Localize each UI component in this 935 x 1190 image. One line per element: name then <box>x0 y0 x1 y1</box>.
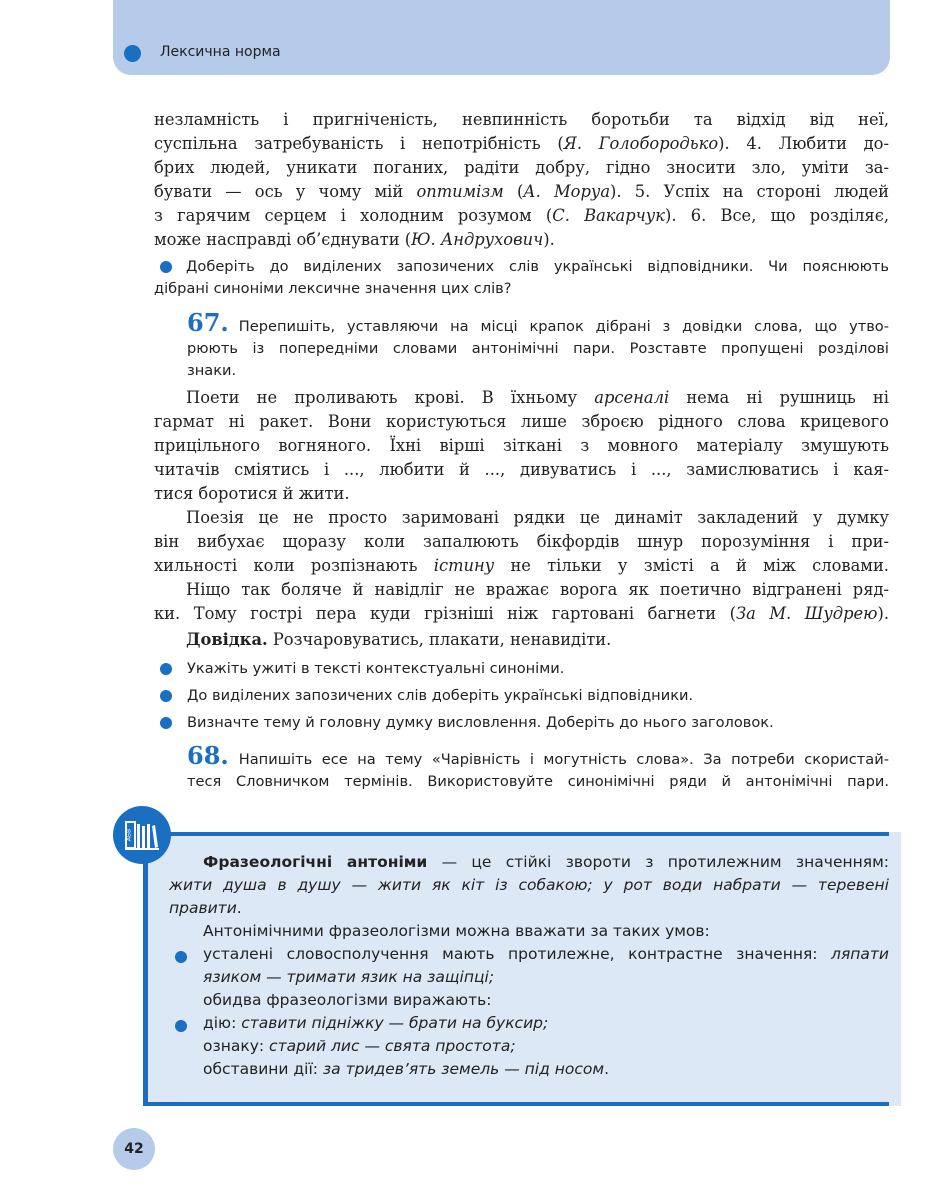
svg-text:АБВ: АБВ <box>125 828 133 842</box>
intro-line: може насправді об’єднувати (Ю. Андрухович). <box>154 230 555 249</box>
rule-bullet-icon <box>175 951 187 963</box>
intro-line: суспільна затребуваність і непотрібність (Я. Голобородько). 4. Любити до- <box>154 134 889 153</box>
exercise-text: Поети не проливають крові. В їхньому арсеналі нема ні рушниць ні гармат ні ракет. Вони користуються лише зброєю рідного слова крицевого прицільного вогняного. Їхні вірші зіткані з мовного матеріалу змушують читачів сміятись і ..., любити й ..., дивуватись і ..., замислюватись і кая- тися боротися й жити. Поезія це не просто заримовані рядки це динаміт закладений у думку він вибухає щоразу коли запалюють бікфордів шнур порозуміння і при- хильності коли розпізнають істину не тільки у змісті а й між словами. Ніщо так боляче й навідліг не вражає ворога як поетично відгранені ряд- ки. Тому гострі пера куди грізніші ніж гартовані багнети (За М. Шудрею). Довідка. Розчаровуватись, плакати, ненавидіти. <box>154 386 889 652</box>
intro-text <box>154 108 889 252</box>
exercise-68: 68. Напишіть есе на тему «Чарівність і могутність слова». За потреби скористай- теся Словничком термінів. Використовуйте синонімічні ряди й антонімічні пари. <box>187 741 889 790</box>
bullet-icon <box>160 717 172 729</box>
intro-line: бувати — ось у чому мій оптимізм (А. Моруа). 5. Успіх на стороні людей <box>154 182 889 201</box>
intro-line: з гарячим серцем і холодним розумом (С. Вакарчук). 6. Все, що розділяє, <box>154 206 890 225</box>
rule-text: Фразеологічні антоніми — це стійкі звороти з протилежним значенням: жити душа в душу — жити як кіт із собакою; у рот води набрати — теревені правити. Антонімічними фразеологізми можна вважати за таких умов: усталені словосполучення мають протилежне, контрастне значення: ляпати язиком — тримати язик на защіпці; обидва фразеологізми виражають: дію: ставити підніжку — брати на буксир; ознаку: старий лис — свята простота; обставини дії: за тридев’ять земель — під носом. <box>169 853 889 1078</box>
intro-line: брих людей, уникати поганих, радіти добру, гідно зносити зло, уміти за- <box>154 158 889 177</box>
rule-bullet-icon <box>175 1020 187 1032</box>
book-shelf-icon <box>113 806 171 864</box>
rule-box-left-border <box>143 832 148 1106</box>
intro-line: незламність і пригніченість, невпинність боротьби та відхід від неї, <box>154 110 889 129</box>
chapter-title: Лексична норма <box>160 44 281 60</box>
exercise-67: 67. Перепишіть, уставляючи на місці крапок дібрані з довідки слова, що утво- рюють із попередніми словами антонімічні пари. Розставте пропущені розділові знаки. <box>187 308 889 379</box>
reference-note: Довідка. Розчаровуватись, плакати, ненавидіти. <box>186 630 612 649</box>
exercise-number: 67. <box>187 308 229 337</box>
bullet-item: Визначте тему й головну думку висловлення. Доберіть до нього заголовок. <box>187 714 774 731</box>
header-bullet-icon <box>124 45 141 62</box>
rule-box-top-border <box>143 832 889 836</box>
bullet-icon <box>160 663 172 675</box>
chapter-header-band <box>113 0 890 75</box>
bullet-item: До виділених запозичених слів доберіть українські відповідники. <box>187 687 694 704</box>
task-questions: Доберіть до виділених запозичених слів українські відповідники. Чи пояснюють дібрані синоніми лексичне значення цих слів? <box>154 258 889 297</box>
bullet-item: Укажіть ужиті в тексті контекстуальні синоніми. <box>187 660 565 677</box>
rule-box-bottom-border <box>143 1102 889 1106</box>
page-number: 42 <box>113 1128 155 1170</box>
exercise-number: 68. <box>187 741 229 770</box>
bullet-icon <box>160 690 172 702</box>
